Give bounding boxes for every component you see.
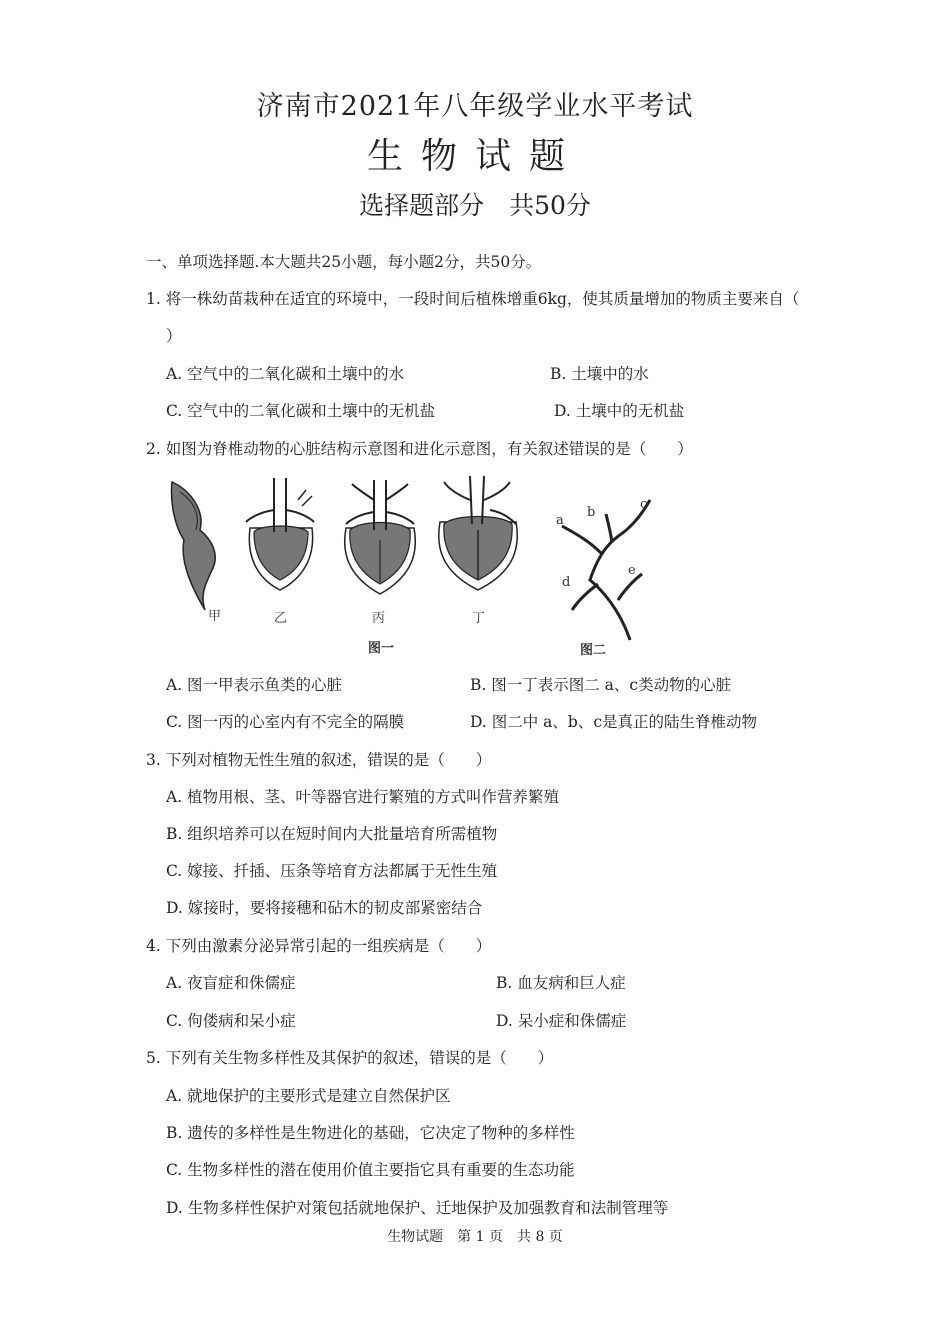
heart-evolution-figure — [150, 470, 870, 665]
subject-title: 生物试题 — [366, 136, 583, 177]
evolution-tree-drawing — [562, 500, 650, 640]
branch-label-a: a — [556, 513, 564, 528]
q3-option-b: B. 组织培养可以在短时间内大批量培育所需植物 — [166, 825, 498, 843]
q1-option-b: B. 土壤中的水 — [550, 365, 649, 383]
figure-caption-one: 图一 — [368, 641, 395, 656]
q2-option-b: B. 图一丁表示图二 a、c类动物的心脏 — [470, 676, 732, 694]
q4-option-d: D. 呆小症和侏儒症 — [496, 1012, 627, 1030]
q2-option-a: A. 图一甲表示鱼类的心脏 — [166, 676, 343, 694]
q5-option-a: A. 就地保护的主要形式是建立自然保护区 — [166, 1087, 451, 1105]
figure-label-bing: 丙 — [372, 611, 386, 626]
figure-caption-two: 图二 — [580, 643, 607, 658]
q5-stem: 5. 下列有关生物多样性及其保护的叙述，错误的是（ ） — [146, 1049, 554, 1067]
q4-option-c: C. 佝偻病和呆小症 — [166, 1012, 296, 1030]
q3-option-d: D. 嫁接时，要将接穗和砧木的韧皮部紧密结合 — [166, 899, 483, 917]
q3-stem: 3. 下列对植物无性生殖的叙述，错误的是（ ） — [146, 751, 492, 769]
q1-stem: 1. 将一株幼苗栽种在适宜的环境中，一段时间后植株增重6kg，使其质量增加的物质主要来自（ — [146, 290, 800, 308]
figure-label-jia: 甲 — [208, 609, 222, 624]
section-heading: 选择题部分 共50分 — [359, 191, 591, 220]
heart-amphibian-drawing — [246, 478, 314, 590]
q4-option-b: B. 血友病和巨人症 — [496, 974, 626, 992]
figure-label-ding: 丁 — [472, 611, 486, 626]
q5-option-b: B. 遗传的多样性是生物进化的基础，它决定了物种的多样性 — [166, 1124, 575, 1142]
q3-option-a: A. 植物用根、茎、叶等器官进行繁殖的方式叫作营养繁殖 — [166, 788, 560, 806]
q1-option-c: C. 空气中的二氧化碳和土壤中的无机盐 — [166, 402, 436, 420]
q2-stem: 2. 如图为脊椎动物的心脏结构示意图和进化示意图，有关叙述错误的是（ ） — [146, 440, 693, 458]
q2-option-d: D. 图二中 a、b、c是真正的陆生脊椎动物 — [470, 713, 758, 731]
exam-title: 济南市2021年八年级学业水平考试 — [256, 91, 694, 122]
section-instructions: 一、单项选择题.本大题共25小题，每小题2分，共50分。 — [146, 253, 542, 271]
q1-option-a: A. 空气中的二氧化碳和土壤中的水 — [166, 365, 405, 383]
branch-label-c: c — [640, 497, 648, 512]
q5-option-d: D. 生物多样性保护对策包括就地保护、迁地保护及加强教育和法制管理等 — [166, 1199, 669, 1217]
branch-label-b: b — [587, 505, 596, 520]
q1-stem-cont: ） — [166, 327, 182, 345]
heart-fish-drawing — [172, 482, 216, 610]
heart-reptile-drawing — [345, 480, 416, 594]
q5-option-c: C. 生物多样性的潜在使用价值主要指它具有重要的生态功能 — [166, 1161, 575, 1179]
q4-option-a: A. 夜盲症和侏儒症 — [166, 974, 296, 992]
page-footer: 生物试题 第 1 页 共 8 页 — [387, 1229, 563, 1245]
q2-option-c: C. 图一丙的心室内有不完全的隔膜 — [166, 713, 405, 731]
heart-mammal-drawing — [439, 476, 518, 590]
branch-label-d: d — [562, 575, 571, 590]
q1-option-d: D. 土壤中的无机盐 — [554, 402, 685, 420]
q4-stem: 4. 下列由激素分泌异常引起的一组疾病是（ ） — [146, 937, 492, 955]
branch-label-e: e — [628, 563, 636, 578]
q3-option-c: C. 嫁接、扦插、压条等培育方法都属于无性生殖 — [166, 862, 498, 880]
figure-label-yi: 乙 — [274, 611, 288, 626]
